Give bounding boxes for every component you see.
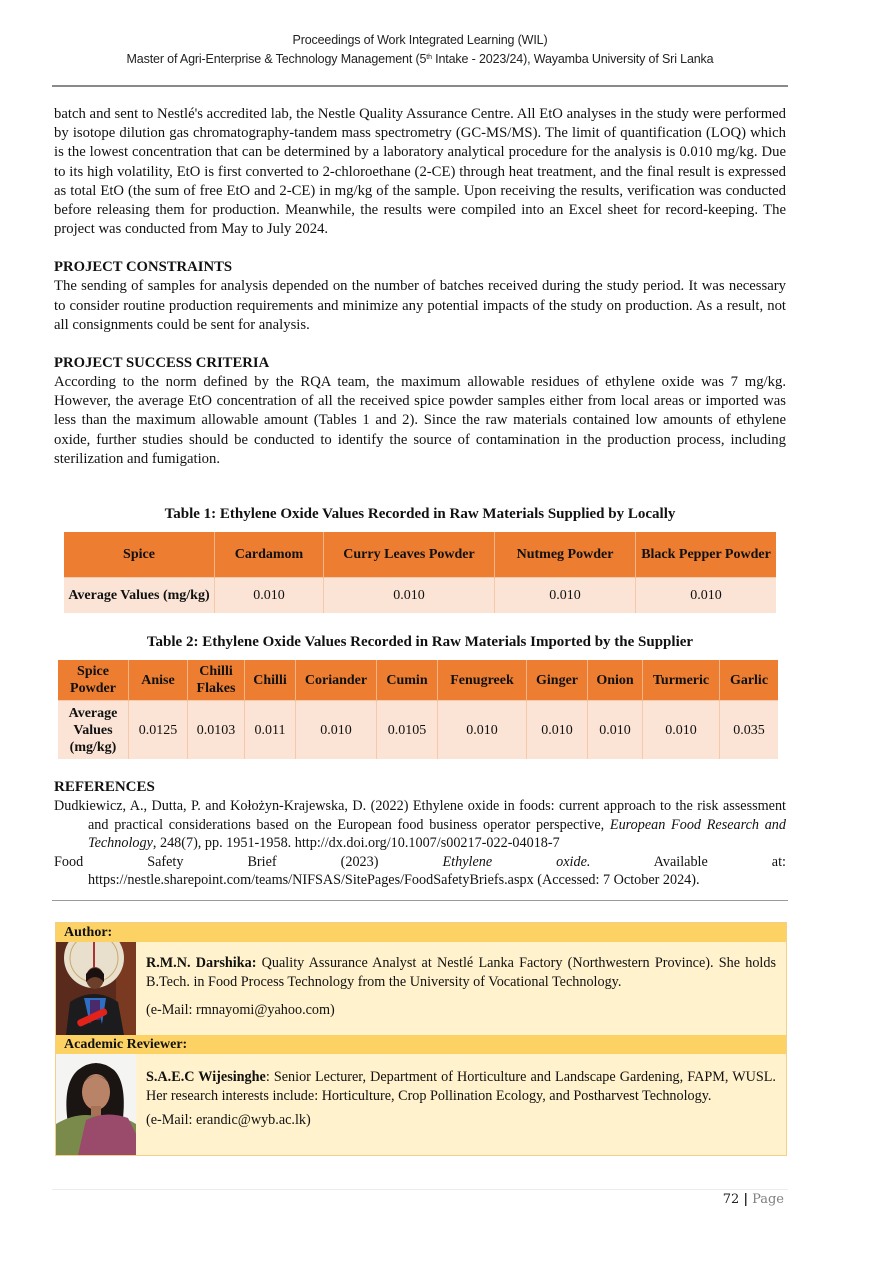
reference-link[interactable]: Available at: https://nestle.sharepoint.com/teams/NIFSAS/SitePages/FoodSafetyBriefs.aspx (Accessed: 7 October 2024). [88, 853, 786, 888]
table1-caption: Table 1: Ethylene Oxide Values Recorded in Raw Materials Supplied by Locally [164, 506, 676, 522]
reviewer-email[interactable]: (e-Mail: erandic@wyb.ac.lk) [146, 1112, 311, 1128]
references-heading: REFERENCES [54, 779, 155, 795]
author-bio [146, 954, 776, 991]
table2-cell: 0.010 [296, 701, 377, 760]
header-line-2 [52, 49, 788, 68]
reviewer-portrait-icon [56, 1054, 136, 1155]
header-divider [52, 85, 788, 87]
page-footer [723, 1192, 784, 1207]
table2-cell: 0.010 [527, 701, 588, 760]
header-line-2-text-end: Intake - 2023/24), Wayamba University of Sri Lanka [431, 52, 714, 66]
references-section [54, 778, 786, 890]
table1-cell: 0.010 [324, 578, 495, 614]
table1-values-row [64, 578, 776, 614]
author-photo [56, 942, 136, 1035]
footer-separator: | [743, 1192, 749, 1207]
table2-cell: 0.0103 [188, 701, 245, 760]
table2-cell: 0.010 [643, 701, 720, 760]
intro-paragraph: batch and sent to Nestlé's accredited lab, the Nestle Quality Assurance Centre. All EtO analyses in the study were performed by isotope dilution gas chromatography-tandem mass spectrometry (GC-MS/MS). The limit of quantification (LOQ) which is the lowest concentration that can be determined by a laboratory analytical procedure for the analysis is 0.010 mg/kg. Due to its high volatility, EtO is first converted to 2-chloroethane (2-CE) through heat treatment, and the final result is expressed as total EtO (the sum of free EtO and 2-CE) in mg/kg of the sample. Upon receiving the results, verification was conducted before releasing them for production. Meanwhile, the results were compiled into an Excel sheet for record-keeping. The project was conducted from May to July 2024. [54, 106, 786, 238]
reviewer-bio [146, 1068, 776, 1105]
table2-column-header: Ginger [527, 660, 588, 701]
reference-title: Ethylene oxide. [442, 853, 591, 870]
reference-text: Food Safety Brief (2023) [54, 853, 443, 870]
reference-text: Dudkiewicz, A., Dutta, P. and Kołożyn-Krajewska, D. (2022) Ethylene oxide in foods: current approach to the risk assessment and practical considerations based on the European food business operator perspective, [54, 798, 786, 833]
reference-link[interactable]: , 248(7), pp. 1951-1958. http://dx.doi.org/10.1007/s00217-022-04018-7 [152, 835, 560, 851]
table2-cell: 0.035 [720, 701, 779, 760]
main-body [54, 105, 786, 469]
reference-journal: European Food Research and Technology [88, 816, 786, 851]
author-description [136, 942, 786, 1035]
table2-column-header: Chilli Flakes [188, 660, 245, 701]
table2-value-label: Average Values (mg/kg) [58, 701, 129, 760]
footer-divider [52, 1189, 788, 1190]
table1-column-header: Cardamom [215, 532, 324, 578]
header-line-1: Proceedings of Work Integrated Learning (WIL) [292, 33, 548, 47]
author-bio-text: Quality Assurance Analyst at Nestlé Lanka Factory (Northwestern Province). She holds B.Tech. in Food Process Technology from the University of Vocational Technology. [146, 955, 776, 990]
author-portrait-icon [56, 942, 136, 1035]
table1 [64, 532, 776, 613]
author-heading: Author: [56, 923, 786, 942]
table2-caption: Table 2: Ethylene Oxide Values Recorded in Raw Materials Imported by the Supplier [146, 634, 694, 650]
table2-cell: 0.0105 [377, 701, 438, 760]
section-text-success-criteria: According to the norm defined by the RQA team, the maximum allowable residues of ethylene oxide was 7 mg/kg. However, the average EtO concentration of all the received spice powder samples either from local areas or imported was less than the maximum allowable amount (Tables 1 and 2). Since the raw materials contained low amounts of ethylene oxide, further studies should be conducted to identify the source of contamination in the production process, including sterilization and fumigation. [54, 374, 786, 467]
reference-item [54, 797, 786, 853]
table2-cell: 0.010 [588, 701, 643, 760]
reviewer-bio-text: : Senior Lecturer, Department of Horticulture and Landscape Gardening, FAPM, WUSL. Her research interests include: Horticulture, Crop Pollination Ecology, and Postharvest Technology. [146, 1069, 776, 1104]
table1-cell: 0.010 [495, 578, 636, 614]
section-heading-success-criteria: PROJECT SUCCESS CRITERIA [54, 355, 270, 372]
table2-cell: 0.011 [245, 701, 296, 760]
table2-column-header: Cumin [377, 660, 438, 701]
table2-column-header: Anise [129, 660, 188, 701]
author-email[interactable]: (e-Mail: rmnayomi@yahoo.com) [146, 1002, 335, 1018]
reviewer-description [136, 1054, 786, 1155]
header-superscript: th [426, 54, 432, 61]
table2-column-header: Onion [588, 660, 643, 701]
author-row [56, 942, 786, 1035]
header-line-2-text: Master of Agri-Enterprise & Technology Management (5 [126, 52, 427, 66]
table1-cell: 0.010 [215, 578, 324, 614]
reviewer-heading: Academic Reviewer: [56, 1035, 786, 1054]
author-name: R.M.N. Darshika: [146, 955, 257, 971]
table1-value-label: Average Values (mg/kg) [64, 578, 215, 614]
table1-column-header: Nutmeg Powder [495, 532, 636, 578]
table2-cell: 0.0125 [129, 701, 188, 760]
section-heading-constraints: PROJECT CONSTRAINTS [54, 259, 233, 276]
table1-column-header: Curry Leaves Powder [324, 532, 495, 578]
table2-column-header: Fenugreek [438, 660, 527, 701]
reviewer-row [56, 1054, 786, 1155]
section-text-constraints: The sending of samples for analysis depended on the number of batches received during the study period. It was necessary to consider routine production requirements and minimize any potential impacts of the study on production. As a result, not all consignments could be sent for analysis. [54, 278, 786, 333]
table1-row-header: Spice [64, 532, 215, 578]
table2-row-header: Spice Powder [58, 660, 129, 701]
reviewer-name: S.A.E.C Wijesinghe [146, 1069, 266, 1085]
table1-cell: 0.010 [636, 578, 777, 614]
references-divider [52, 900, 788, 901]
page-label: Page [752, 1192, 784, 1207]
running-header [52, 32, 788, 68]
reference-item [54, 853, 786, 890]
reviewer-photo [56, 1054, 136, 1155]
table2-cell: 0.010 [438, 701, 527, 760]
table2-column-header: Chilli [245, 660, 296, 701]
table2-values-row [58, 701, 778, 760]
table2 [58, 660, 778, 759]
page-number: 72 [722, 1192, 740, 1207]
author-info-box [55, 922, 787, 1156]
table2-column-header: Turmeric [643, 660, 720, 701]
table2-column-header: Garlic [720, 660, 779, 701]
table2-header-row [58, 660, 778, 701]
table2-column-header: Coriander [296, 660, 377, 701]
table1-header-row [64, 532, 776, 578]
table1-column-header: Black Pepper Powder [636, 532, 777, 578]
